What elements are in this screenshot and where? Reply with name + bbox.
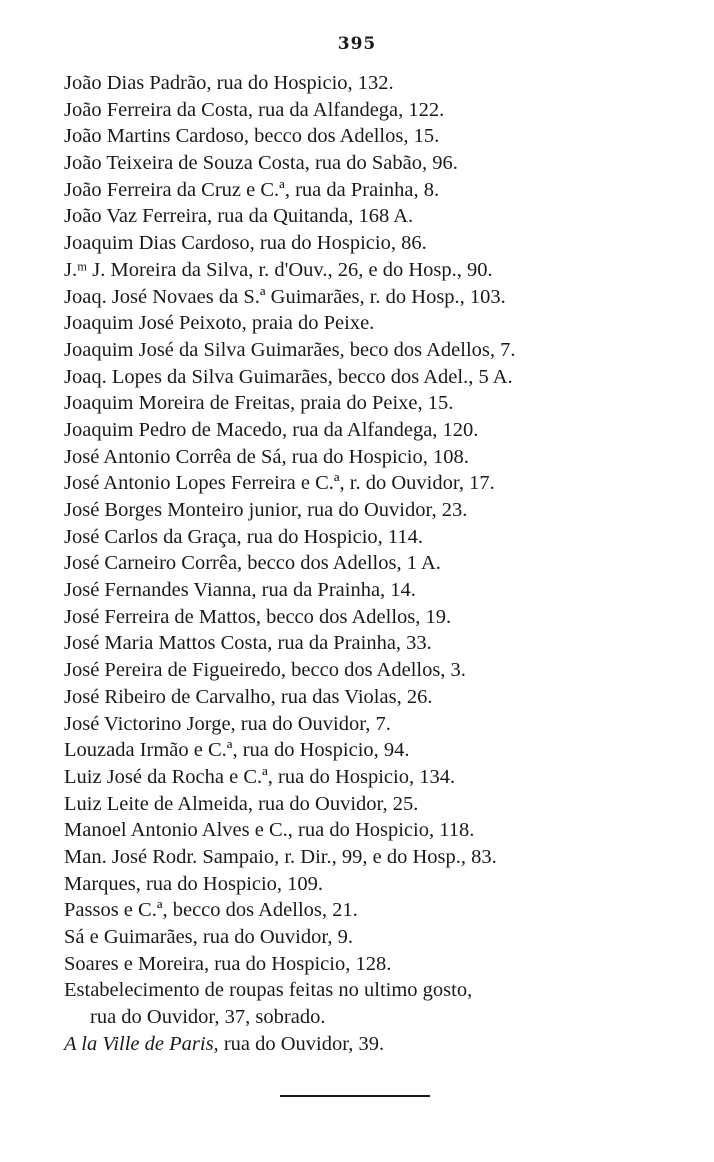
shop-address: rua do Ouvidor, 39. [218,1032,385,1055]
list-item: José Antonio Lopes Ferreira e C.ª, r. do Ouvidor, 17. [64,472,495,495]
list-item: João Ferreira da Costa, rua da Alfandega, 122. [64,98,445,121]
list-item: Joaq. José Novaes da S.ª Guimarães, r. do Hosp., 103. [64,285,506,308]
list-item: Joaquim Pedro de Macedo, rua da Alfandega, 120. [64,418,479,441]
list-item: João Martins Cardoso, becco dos Adellos, 15. [64,125,440,148]
list-item: Joaquim José da Silva Guimarães, beco dos Adellos, 7. [64,338,516,361]
list-item: João Teixeira de Souza Costa, rua do Sabão, 96. [64,152,458,175]
list-item: José Maria Mattos Costa, rua da Prainha, 33. [64,632,432,655]
list-item: Joaquim José Peixoto, praia do Peixe. [64,312,375,335]
list-item: José Ribeiro de Carvalho, rua das Violas, 26. [64,685,433,708]
list-item: Luiz Leite de Almeida, rua do Ouvidor, 25. [64,792,419,815]
shop-name: A la Ville de Paris, [64,1032,219,1055]
list-item: José Carlos da Graça, rua do Hospicio, 114. [64,525,424,548]
list-item: Joaquim Dias Cardoso, rua do Hospicio, 86. [64,232,427,255]
list-item: Marques, rua do Hospicio, 109. [64,872,324,895]
list-item: José Antonio Corrêa de Sá, rua do Hospicio, 108. [64,445,469,468]
list-item: Luiz José da Rocha e C.ª, rua do Hospicio, 134. [64,765,456,788]
list-item: João Vaz Ferreira, rua da Quitanda, 168 A. [64,205,414,228]
list-item: J.ᵐ J. Moreira da Silva, r. d'Ouv., 26, e do Hosp., 90. [64,258,493,281]
list-item [64,1031,664,1058]
list-item: Soares e Moreira, rua do Hospicio, 128. [64,952,392,975]
list-item: José Ferreira de Mattos, becco dos Adellos, 19. [64,605,452,628]
list-item: Estabelecimento de roupas feitas no ultimo gosto, [64,979,473,1002]
list-item: Man. José Rodr. Sampaio, r. Dir., 99, e do Hosp., 83. [64,845,497,868]
list-item: João Ferreira da Cruz e C.ª, rua da Prainha, 8. [64,178,440,201]
list-item-continuation: rua do Ouvidor, 37, sobrado. [90,1006,326,1029]
list-item: José Victorino Jorge, rua do Ouvidor, 7. [64,712,391,735]
list-item: Passos e C.ª, becco dos Adellos, 21. [64,899,358,922]
list-item: Louzada Irmão e C.ª, rua do Hospicio, 94. [64,739,410,762]
list-item: José Carneiro Corrêa, becco dos Adellos, 1 A. [64,552,441,575]
list-item: José Borges Monteiro junior, rua do Ouvidor, 23. [64,499,468,521]
list-item: José Fernandes Vianna, rua da Prainha, 14. [64,579,416,602]
end-rule [280,1095,430,1097]
list-item: José Pereira de Figueiredo, becco dos Adellos, 3. [64,659,466,682]
list-item: Joaq. Lopes da Silva Guimarães, becco dos Adel., 5 A. [64,365,513,388]
list-item: Manoel Antonio Alves e C., rua do Hospicio, 118. [64,819,475,842]
list-item: Joaquim Moreira de Freitas, praia do Peixe, 15. [64,392,454,415]
list-item: Sá e Guimarães, rua do Ouvidor, 9. [64,926,353,948]
page-number: 395 [337,34,377,54]
directory-list [64,70,664,1057]
list-item: João Dias Padrão, rua do Hospicio, 132. [64,72,394,94]
